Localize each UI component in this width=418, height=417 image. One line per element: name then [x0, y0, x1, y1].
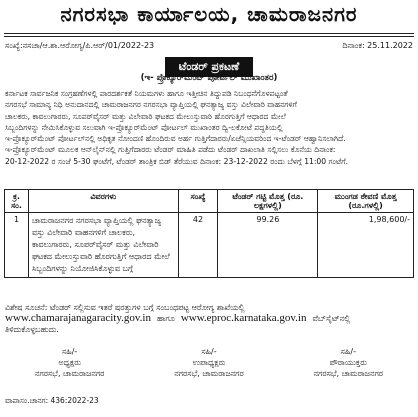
- website-suffix: ವೆಬ್‌ಸೈಟ್‌ನಲ್ಲಿ: [312, 314, 351, 323]
- signatory-office: ನಗರಸಭೆ, ಚಾಮರಾಜನಗರ: [174, 369, 244, 378]
- special-note: [5, 302, 413, 335]
- table-header-row: [5, 190, 414, 213]
- signature-president: [35, 346, 104, 379]
- signature-commissioner: [314, 346, 383, 379]
- header-count: ಸಂಖ್ಯೆ: [178, 190, 218, 213]
- body-line: ನಗರಸಭೆ ಸಾಮಾನ್ಯ ನಿಧಿ ಅನುದಾನದಲ್ಲಿ ಚಾಮರಾಜನಗರ ನಗರಸಭಾ ವ್ಯಾಪ್ತಿಯಲ್ಲಿ ಘನತ್ಯಾಜ್ಯ ವಸ್ತು ವಿಲೇವಾರಿ ವಾಹನಗಳಿಗೆ: [5, 100, 297, 110]
- cell-amount: 99.26: [218, 213, 318, 278]
- body-line: 20-12-2022 ರ ಸಂಜೆ 5-30 ಘಂಟೆಗೆ, ಟೆಂಡರ್ ತಾಂತ್ರಿಕ ಬಿಡ್ ತೆರೆಯುವ ದಿನಾಂಕ: 23-12-2022 ರಂದು ಬೆಳಗ್ಗೆ 11:00 ಗಂಟೆಗೆ.: [5, 156, 349, 166]
- reference-number: ಸಂಖ್ಯೆ:ನಸಚಾ/ಆ.ಶಾ.ಆರೋಗ್ಯ/ಪಿ.ಆರ್/01/2022-23: [5, 41, 155, 50]
- release-reference: ವಾಪಾಸಂ.ಚಾನಗ: 436:2022-23: [5, 396, 99, 405]
- eproc-website-link[interactable]: www.eproc.karnataka.gov.in: [180, 312, 307, 324]
- city-website-link[interactable]: www.chamarajanagaracity.gov.in: [5, 312, 151, 324]
- signatory-title: ಉಪಾಧ್ಯಕ್ಷರು: [192, 358, 226, 367]
- signature-block: [0, 346, 418, 379]
- website-line: [5, 313, 413, 324]
- notice-date: ದಿನಾಂಕ: 25.11.2022: [342, 41, 413, 50]
- note-line: ವಿಶೇಷ ಸೂಚನೆ: ಟೆಂಡರ್ ಸಲ್ಲಿಸುವ ಇತರೆ ಷರತ್ತುಗಳ ಬಗ್ಗೆ ಸಂಬಂಧಪಟ್ಟ ಆರೋಗ್ಯ ಶಾಖೆಯಲ್ಲಿ: [5, 303, 245, 312]
- notice-subheading: (ಇ- ಪ್ರೊಕ್ಯೂರ್‌ಮೆಂಟ್ ಪೋರ್ಟಲ್ ಮುಖಾಂತರ): [140, 73, 278, 83]
- header-details: ವಿವರಗಳು: [28, 190, 178, 213]
- cell-details: ಚಾಮರಾಜನಗರ ನಗರಸಭಾ ವ್ಯಾಪ್ತಿಯಲ್ಲಿ ಘನತ್ಯಾಜ್ಯ ವಸ್ತು ವಿಲೇವಾರಿ ವಾಹನಗಳಿಗೆ ಚಾಲಕರು, ಕಾವಲುಗಾರರು, ಸೂಪರ್‌ವೈಸರ್ ಮತ್ತು ವಿಲೇವಾರಿ ಘಟಕದ ಮೇಲುಸ್ತುವಾರಿ ಹೊರಗುತ್ತಿಗೆ ಆಧಾರದ ಮೇಲೆ ಸಿಬ್ಬಂದಿಗಳನ್ನು ನಿಯೋಜಿಸಿಕೊಳ್ಳುವ ಬಗ್ಗೆ: [28, 213, 178, 278]
- signatory-office: ನಗರಸಭೆ, ಚಾಮರಾಜನಗರ: [34, 369, 105, 378]
- cell-emd: 1,98,600/-: [318, 213, 414, 278]
- header-emd: ಮುಂಗಡ ಠೇವಣಿ ಮೊತ್ತ (ರೂ.ಗಳಲ್ಲಿ): [318, 190, 414, 213]
- reference-line: [5, 41, 413, 51]
- note-line-end: ತಿಳಿದುಕೊಳ್ಳಬಹುದು.: [5, 325, 59, 334]
- title-rule-top: [4, 33, 414, 34]
- title-rule-bottom: [4, 36, 414, 37]
- signature-mark: ಸಹಿ/-: [340, 347, 356, 356]
- office-title: ನಗರಸಭಾ ಕಾರ್ಯಾಲಯ, ಚಾಮರಾಜನಗರ: [60, 2, 358, 26]
- signatory-title: ಪೌರಾಯುಕ್ತರು: [329, 358, 367, 367]
- header-serial: ಕ್ರ. ಸಂ.: [5, 190, 29, 213]
- body-line: ಕರ್ನಾಟಕ ಸಾರ್ವಜನಿಕ ಸಂಗ್ರಹಣೆಗಳಲ್ಲಿ ಪಾರದರ್ಶಕತೆ ನಿಯಮಗಳು ಹಾಗೂ ಇತ್ತೀಚಿನ ತಿದ್ದುಪಡಿ ನಿಬಂಧನೆಗೊಳಪಟ್ಟಂತೆ: [5, 89, 288, 98]
- signature-vice-president: [174, 346, 243, 379]
- body-line: ಚಾಲಕರು, ಕಾವಲುಗಾರರು, ಸೂಪರ್‌ವೈಸರ್ ಮತ್ತು ವಿಲೇವಾರಿ ಘಟಕದ ಮೇಲುಸ್ತುವಾರಿ ಹೊರಗುತ್ತಿಗೆ ಆಧಾರದ ಮೇಲೆ: [5, 111, 286, 121]
- body-line: ಸಿಬ್ಬಂದಿಗಳನ್ನು ನೇಮಿಸಿಕೊಳ್ಳುವ ಸಲುವಾಗಿ ಇ-ಪ್ರೊಕ್ಯೂರ್‌ಮೆಂಟ್ ಪೋರ್ಟಲ್ ಮುಖಾಂತರ ದ್ವಿ-ಲಕೋಟೆ ಪದ್ಧತಿಯಲ್ಲಿ: [5, 122, 283, 132]
- and-text: ಹಾಗೂ: [157, 314, 175, 323]
- signature-mark: ಸಹಿ/-: [61, 347, 78, 356]
- cell-serial: 1: [5, 213, 29, 278]
- body-line: ಇ-ಪ್ರೊಕ್ಯೂರ್‌ಮೆಂಟ್ ಮೂಲಕ ಆನ್‌ಲೈನ್‌ನಲ್ಲಿ ಗುತ್ತಿಗೆದಾರರು ಟೆಂಡರ್ ಮಾಹಿತಿ ಪಡೆದು ಟೆಂಡರ್ ದಾಖಲಾತಿ ಸಲ್ಲಿಸಲು ಕೊನೆಯ ದಿನಾಂಕ:: [5, 145, 336, 155]
- table-row: [5, 213, 414, 278]
- header-amount: ಟೆಂಡರ್ ಗಟ್ಟಿ ಮೊತ್ತ (ರೂ. ಲಕ್ಷಗಳಲ್ಲಿ): [218, 190, 318, 213]
- signatory-office: ನಗರಸಭೆ, ಚಾಮರಾಜನಗರ: [313, 369, 384, 378]
- notice-heading: ಟೆಂಡರ್ ಪ್ರಕಟಣೆ: [165, 57, 253, 77]
- signature-mark: ಸಹಿ/-: [201, 347, 217, 356]
- tender-table: [4, 189, 414, 278]
- cell-count: 42: [178, 213, 218, 278]
- notice-body: [5, 88, 411, 167]
- signatory-title: ಅಧ್ಯಕ್ಷರು: [58, 358, 81, 367]
- body-line: ಇ-ಪ್ರೊಕ್ಯೂರ್‌ಮೆಂಟ್ ಪೋರ್ಟಲ್‌ನಲ್ಲಿ ಅಧಿಕೃತ ನೋಂದಣಿ ಹೊಂದಿರುವ ಅರ್ಹ ಗುತ್ತಿಗೆದಾರರು/ಏಜೆನ್ಸಿಯವರಿಂದ ಇ-ಟೆಂಡರ್ ಆಹ್ವಾನಿಸಲಾಗಿದೆ.: [5, 134, 346, 144]
